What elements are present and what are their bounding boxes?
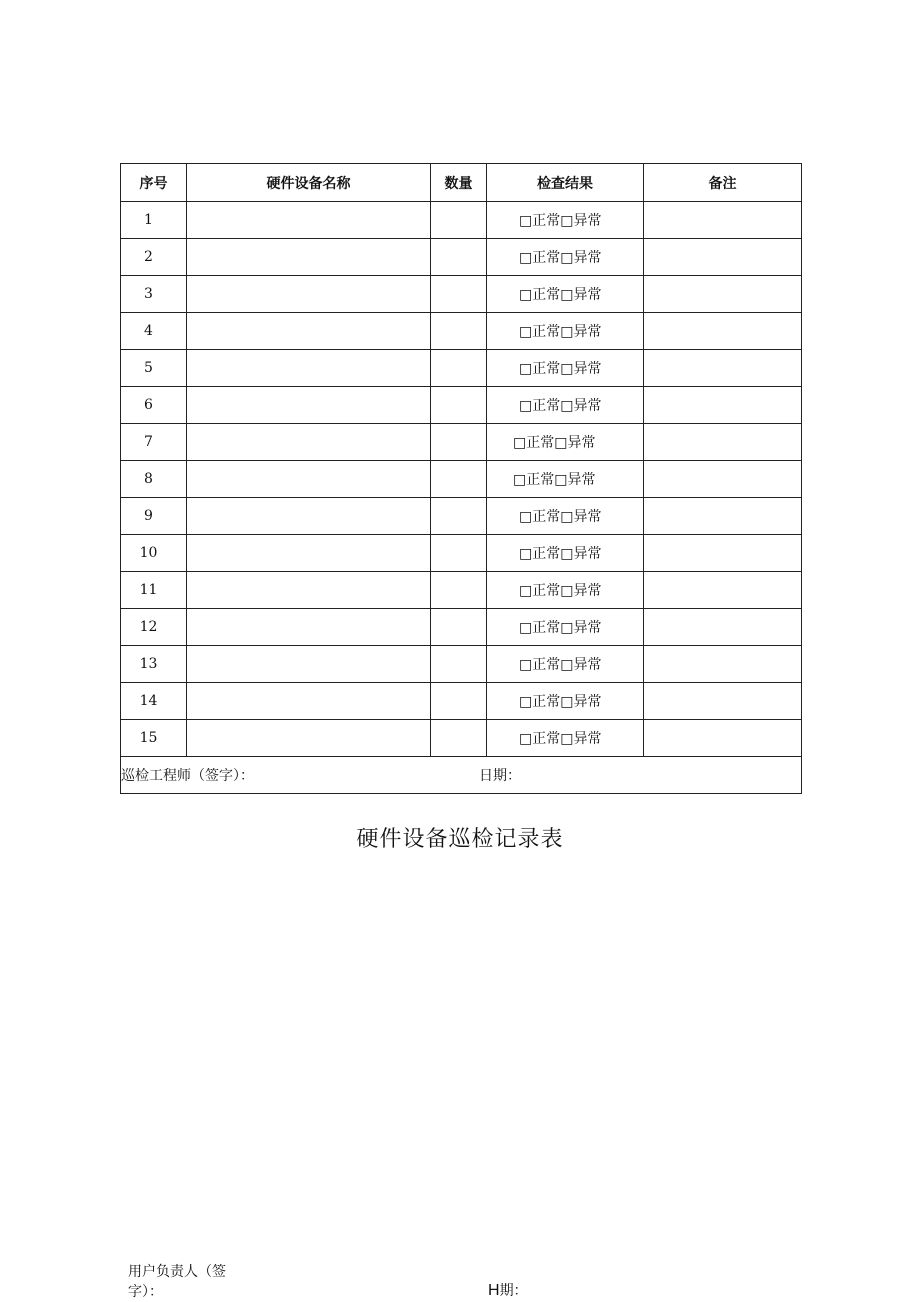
user-date-label: [488, 1281, 528, 1301]
row-result: □正常□异常: [487, 202, 644, 239]
row-quantity: [431, 535, 487, 572]
row-result: □正常□异常: [487, 535, 644, 572]
row-name: [187, 498, 431, 535]
row-quantity: [431, 276, 487, 313]
table-row: [121, 276, 802, 313]
user-signature-label: 用户负责人（签字）：: [128, 1264, 226, 1300]
row-result: □正常□异常: [487, 350, 644, 387]
row-index: 13: [121, 646, 187, 683]
row-remark: [644, 350, 802, 387]
row-remark: [644, 498, 802, 535]
table-row: [121, 720, 802, 757]
row-quantity: [431, 572, 487, 609]
engineer-signature-label: 巡检工程师（签字）：: [121, 768, 254, 784]
row-result: □正常□异常: [487, 572, 644, 609]
table-row: [121, 683, 802, 720]
row-quantity: [431, 350, 487, 387]
header-index: 序号: [121, 164, 187, 202]
user-date-suffix: 期：: [499, 1283, 528, 1299]
row-name: [187, 683, 431, 720]
row-quantity: [431, 424, 487, 461]
row-index: 1: [121, 202, 187, 239]
table-row: [121, 646, 802, 683]
row-result: □正常□异常: [487, 720, 644, 757]
row-remark: [644, 424, 802, 461]
header-quantity: 数量: [431, 164, 487, 202]
row-remark: [644, 609, 802, 646]
table-row: [121, 498, 802, 535]
header-row: [121, 164, 802, 202]
signature-cell: [121, 757, 802, 794]
table-row: [121, 609, 802, 646]
table-row: [121, 350, 802, 387]
engineer-date-label: 日期：: [479, 768, 521, 784]
row-remark: [644, 387, 802, 424]
row-quantity: [431, 239, 487, 276]
row-remark: [644, 461, 802, 498]
row-index: 11: [121, 572, 187, 609]
row-index: 6: [121, 387, 187, 424]
row-remark: [644, 720, 802, 757]
row-index: 5: [121, 350, 187, 387]
row-quantity: [431, 202, 487, 239]
row-index: 3: [121, 276, 187, 313]
row-index: 2: [121, 239, 187, 276]
table-row: [121, 424, 802, 461]
table-row: [121, 535, 802, 572]
row-index: 8: [121, 461, 187, 498]
row-name: [187, 609, 431, 646]
row-result: □正常□异常: [487, 424, 644, 461]
table-row: [121, 313, 802, 350]
row-quantity: [431, 683, 487, 720]
row-remark: [644, 276, 802, 313]
row-result: □正常□异常: [487, 313, 644, 350]
row-name: [187, 350, 431, 387]
row-result: □正常□异常: [487, 646, 644, 683]
row-result: □正常□异常: [487, 239, 644, 276]
row-name: [187, 461, 431, 498]
header-remark: 备注: [644, 164, 802, 202]
header-name: 硬件设备名称: [187, 164, 431, 202]
header-result: 检查结果: [487, 164, 644, 202]
user-date-prefix: H: [488, 1282, 500, 1299]
row-name: [187, 276, 431, 313]
row-index: 4: [121, 313, 187, 350]
row-name: [187, 535, 431, 572]
row-result: □正常□异常: [487, 276, 644, 313]
row-remark: [644, 239, 802, 276]
row-index: 9: [121, 498, 187, 535]
row-quantity: [431, 313, 487, 350]
table-row: [121, 461, 802, 498]
row-remark: [644, 683, 802, 720]
table-row: [121, 572, 802, 609]
row-index: 12: [121, 609, 187, 646]
row-quantity: [431, 609, 487, 646]
row-result: □正常□异常: [487, 498, 644, 535]
row-index: 15: [121, 720, 187, 757]
row-quantity: [431, 498, 487, 535]
row-remark: [644, 535, 802, 572]
row-name: [187, 313, 431, 350]
document-title: 硬件设备巡检记录表: [356, 827, 564, 852]
row-name: [187, 202, 431, 239]
row-index: 10: [121, 535, 187, 572]
row-index: 7: [121, 424, 187, 461]
row-index: 14: [121, 683, 187, 720]
row-result: □正常□异常: [487, 609, 644, 646]
row-remark: [644, 572, 802, 609]
row-result: □正常□异常: [487, 387, 644, 424]
row-name: [187, 572, 431, 609]
row-quantity: [431, 646, 487, 683]
row-result: □正常□异常: [487, 683, 644, 720]
row-remark: [644, 646, 802, 683]
row-quantity: [431, 387, 487, 424]
row-name: [187, 424, 431, 461]
row-quantity: [431, 720, 487, 757]
inspection-table: [120, 163, 802, 794]
row-remark: [644, 202, 802, 239]
table-row: [121, 239, 802, 276]
row-name: [187, 387, 431, 424]
row-name: [187, 720, 431, 757]
table-row: [121, 387, 802, 424]
row-name: [187, 646, 431, 683]
row-result: □正常□异常: [487, 461, 644, 498]
table-row: [121, 202, 802, 239]
row-remark: [644, 313, 802, 350]
row-quantity: [431, 461, 487, 498]
signature-row: [121, 757, 802, 794]
row-name: [187, 239, 431, 276]
